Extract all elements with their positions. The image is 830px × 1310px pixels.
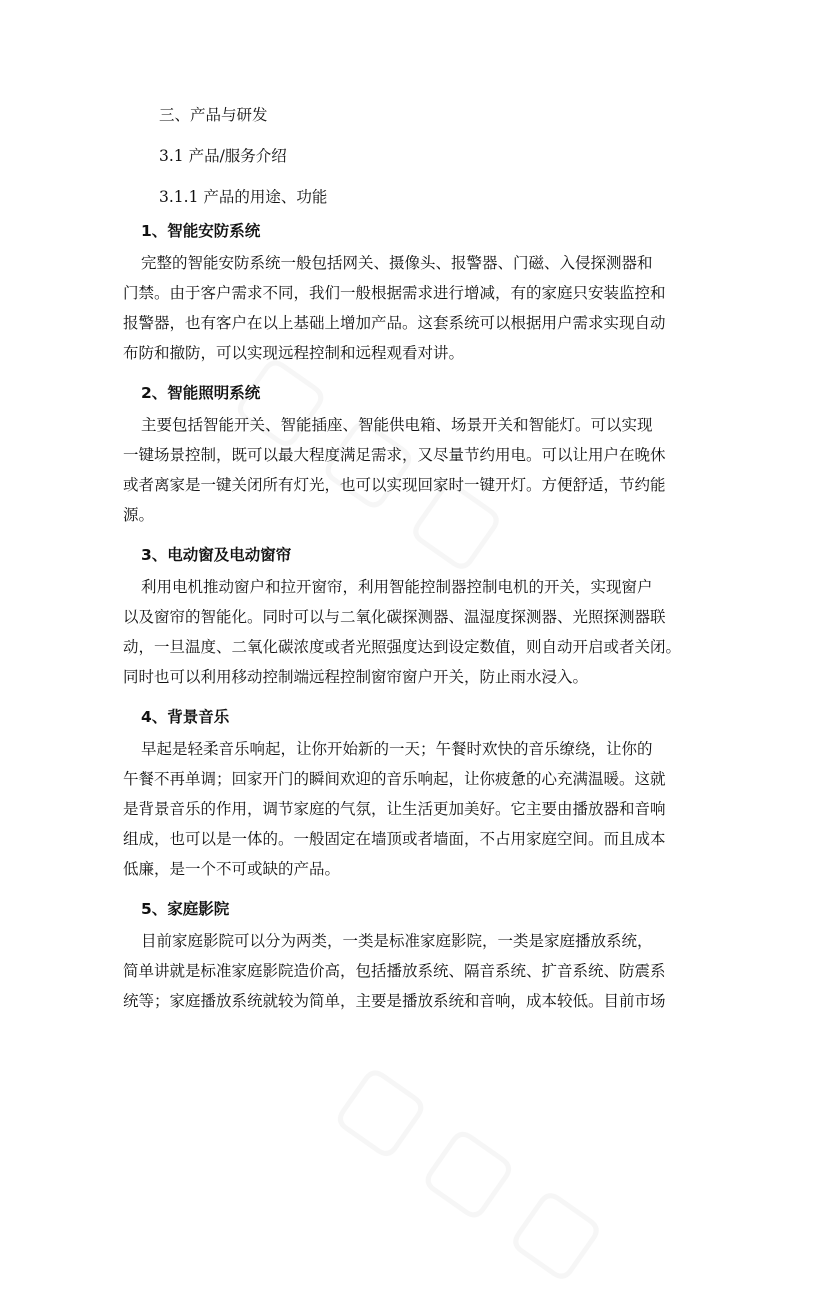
paragraph-line: 午餐不再单调；回家开门的瞬间欢迎的音乐响起，让你疲惫的心充满温暖。这就 (123, 770, 666, 788)
paragraph-line: 目前家庭影院可以分为两类，一类是标准家庭影院，一类是家庭播放系统， (141, 932, 653, 950)
paragraph-line: 以及窗帘的智能化。同时可以与二氧化碳探测器、温湿度探测器、光照探测器联 (123, 608, 666, 626)
section-title: 3.1 产品/服务介绍 (159, 147, 287, 165)
section-paragraph-security (123, 248, 709, 368)
section-heading-music: 4、背景音乐 (141, 708, 230, 726)
paragraph-line: 组成，也可以是一体的。一般固定在墙顶或者墙面，不占用家庭空间。而且成本 (123, 830, 666, 848)
paragraph-line: 门禁。由于客户需求不同，我们一般根据需求进行增减，有的家庭只安装监控和 (123, 284, 666, 302)
paragraph-line: 布防和撤防，可以实现远程控制和远程观看对讲。 (123, 344, 465, 362)
paragraph-line: 完整的智能安防系统一般包括网关、摄像头、报警器、门磁、入侵探测器和 (141, 254, 653, 272)
document-body (123, 104, 709, 1016)
paragraph-line: 源。 (123, 506, 155, 524)
paragraph-line: 动，一旦温度、二氧化碳浓度或者光照强度达到设定数值，则自动开启或者关闭。 (123, 638, 682, 656)
chapter-title: 三、产品与研发 (159, 106, 268, 124)
paragraph-line: 统等；家庭播放系统就较为简单，主要是播放系统和音响，成本较低。目前市场 (123, 992, 666, 1010)
paragraph-line: 利用电机推动窗户和拉开窗帘，利用智能控制器控制电机的开关，实现窗户 (141, 578, 653, 596)
paragraph-line: 同时也可以利用移动控制端远程控制窗帘窗户开关，防止雨水浸入。 (123, 668, 589, 686)
section-paragraph-theater (123, 926, 709, 1016)
subsection-title: 3.1.1 产品的用途、功能 (159, 188, 328, 206)
paragraph-line: 或者离家是一键关闭所有灯光，也可以实现回家时一键开灯。方便舒适，节约能 (123, 476, 666, 494)
section-heading-theater: 5、家庭影院 (141, 900, 230, 918)
paragraph-line: 早起是轻柔音乐响起，让你开始新的一天；午餐时欢快的音乐缭绕，让你的 (141, 740, 653, 758)
paragraph-line: 简单讲就是标准家庭影院造价高，包括播放系统、隔音系统、扩音系统、防震系 (123, 962, 666, 980)
section-paragraph-music (123, 734, 709, 884)
paragraph-line: 主要包括智能开关、智能插座、智能供电箱、场景开关和智能灯。可以实现 (141, 416, 653, 434)
paragraph-line: 低廉，是一个不可或缺的产品。 (123, 860, 341, 878)
section-heading-windows: 3、电动窗及电动窗帘 (141, 546, 292, 564)
watermark-bottom (320, 1040, 643, 1310)
paragraph-line: 一键场景控制，既可以最大程度满足需求，又尽量节约用电。可以让用户在晚休 (123, 446, 666, 464)
paragraph-line: 报警器，也有客户在以上基础上增加产品。这套系统可以根据用户需求实现自动 (123, 314, 666, 332)
paragraph-line: 是背景音乐的作用，调节家庭的气氛，让生活更加美好。它主要由播放器和音响 (123, 800, 666, 818)
section-paragraph-lighting (123, 410, 709, 530)
section-paragraph-windows (123, 572, 709, 692)
section-heading-security: 1、智能安防系统 (141, 222, 261, 240)
section-heading-lighting: 2、智能照明系统 (141, 384, 261, 402)
